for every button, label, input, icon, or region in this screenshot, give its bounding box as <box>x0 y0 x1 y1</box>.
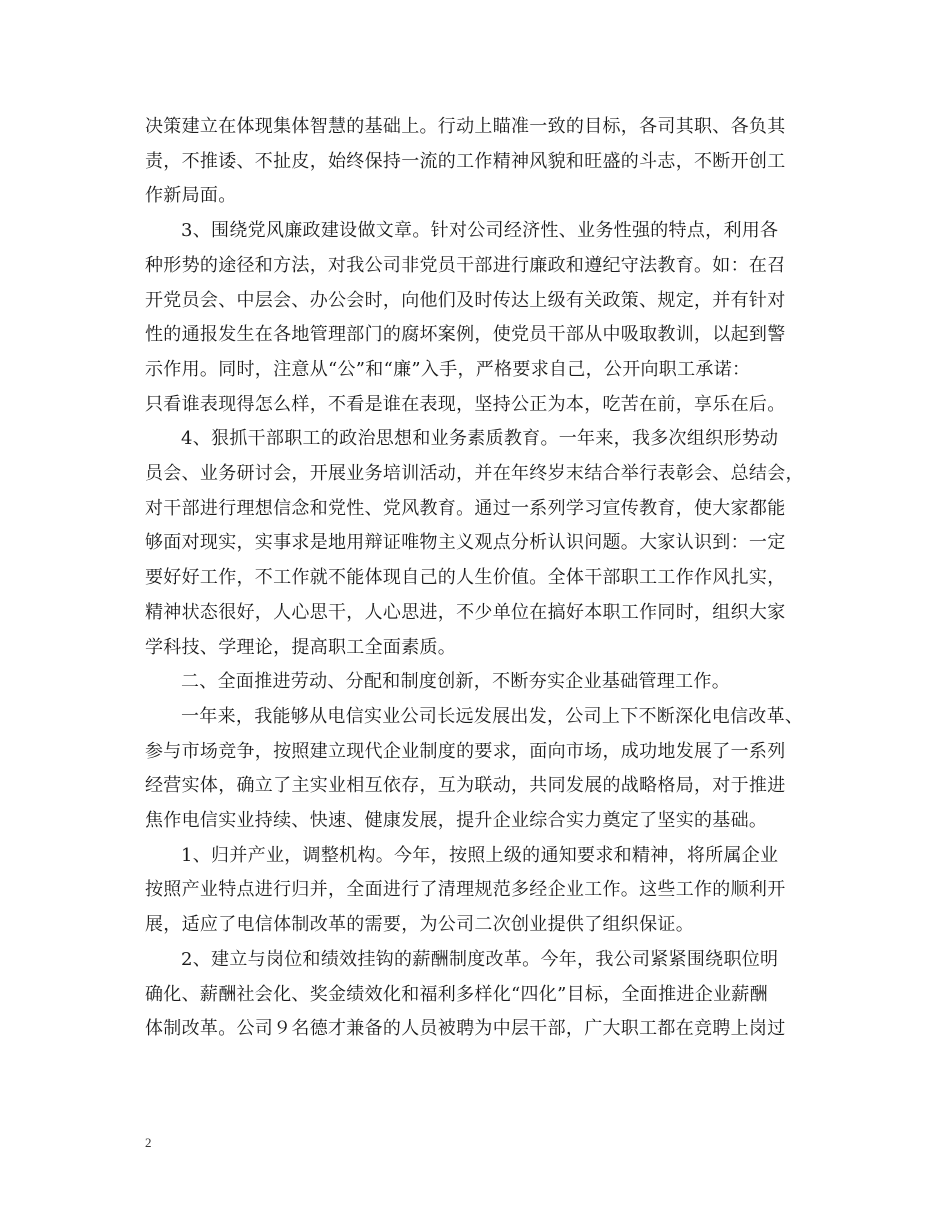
text-line: 3、围绕党风廉政建设做文章。针对公司经济性、业务性强的特点，利用各 <box>181 220 779 242</box>
text-line: 决策建立在体现集体智慧的基础上。行动上瞄准一致的目标，各司其职、各负其 <box>145 116 786 137</box>
paragraph <box>145 214 810 422</box>
paragraph <box>145 110 810 214</box>
text-line: 二、全面推进劳动、分配和制度创新，不断夯实企业基础管理工作。 <box>181 671 730 693</box>
text-line: 作新局面。 <box>145 185 237 207</box>
text-line: 员会、业务研讨会，开展业务培训活动，并在年终岁末结合举行表彰会、总结会， <box>145 463 804 485</box>
text-line: 学科技、学理论，提高职工全面素质。 <box>145 636 457 658</box>
paragraph <box>145 665 810 700</box>
text-line: 2、建立与岗位和绩效挂钩的薪酬制度改革。今年，我公司紧紧围绕职位明 <box>181 948 779 970</box>
text-line: 按照产业特点进行归并，全面进行了清理规范多经企业工作。这些工作的顺利开 <box>145 879 786 901</box>
text-line: 确化、薪酬社会化、奖金绩效化和福利多样化“四化”目标，全面推进企业薪酬 <box>145 983 768 1005</box>
text-line: 够面对现实，实事求是地用辩证唯物主义观点分析认识问题。大家认识到：一定 <box>145 532 786 554</box>
text-line: 责，不推诿、不扯皮，始终保持一流的工作精神风貌和旺盛的斗志，不断开创工 <box>145 150 786 172</box>
page-number: 2 <box>145 1135 152 1150</box>
text-line: 要好好工作，不工作就不能体现自己的人生价值。全体干部职工工作作风扎实， <box>145 567 786 589</box>
text-line: 只看谁表现得怎么样，不看是谁在表现，坚持公正为本，吃苦在前，享乐在后。 <box>145 393 786 415</box>
text-line: 对干部进行理想信念和党性、党风教育。通过一系列学习宣传教育，使大家都能 <box>145 497 786 519</box>
paragraph <box>145 839 810 943</box>
paragraph <box>145 700 810 839</box>
text-line: 种形势的途径和方法，对我公司非党员干部进行廉政和遵纪守法教育。如：在召 <box>145 254 786 276</box>
text-line: 体制改革。公司９名德才兼备的人员被聘为中层干部，广大职工都在竞聘上岗过 <box>145 1018 786 1040</box>
text-line: 参与市场竞争，按照建立现代企业制度的要求，面向市场，成功地发展了一系列 <box>145 740 786 762</box>
text-line: 精神状态很好，人心思干，人心思进，不少单位在搞好本职工作同时，组织大家 <box>145 601 786 623</box>
text-line: 示作用。同时，注意从“公”和“廉”入手，严格要求自己，公开向职工承诺： <box>145 358 751 380</box>
text-line: 开党员会、中层会、办公会时，向他们及时传达上级有关政策、规定，并有针对 <box>145 289 786 311</box>
text-line: 性的通报发生在各地管理部门的腐坏案例，使党员干部从中吸取教训，以起到警 <box>145 324 786 346</box>
text-line: 焦作电信实业持续、快速、健康发展，提升企业综合实力奠定了坚实的基础。 <box>145 810 768 832</box>
document-body <box>145 110 810 1047</box>
text-line: 一年来，我能够从电信实业公司长远发展出发，公司上下不断深化电信改革、 <box>181 705 804 727</box>
text-line: 4、狠抓干部职工的政治思想和业务素质教育。一年来，我多次组织形势动 <box>181 428 779 450</box>
text-line: 展，适应了电信体制改革的需要，为公司二次创业提供了组织保证。 <box>145 914 694 936</box>
text-line: 1、归并产业，调整机构。今年，按照上级的通知要求和精神，将所属企业 <box>181 844 779 866</box>
text-line: 经营实体，确立了主实业相互依存，互为联动，共同发展的战略格局，对于推进 <box>145 775 786 797</box>
paragraph <box>145 422 810 665</box>
paragraph <box>145 943 810 1047</box>
